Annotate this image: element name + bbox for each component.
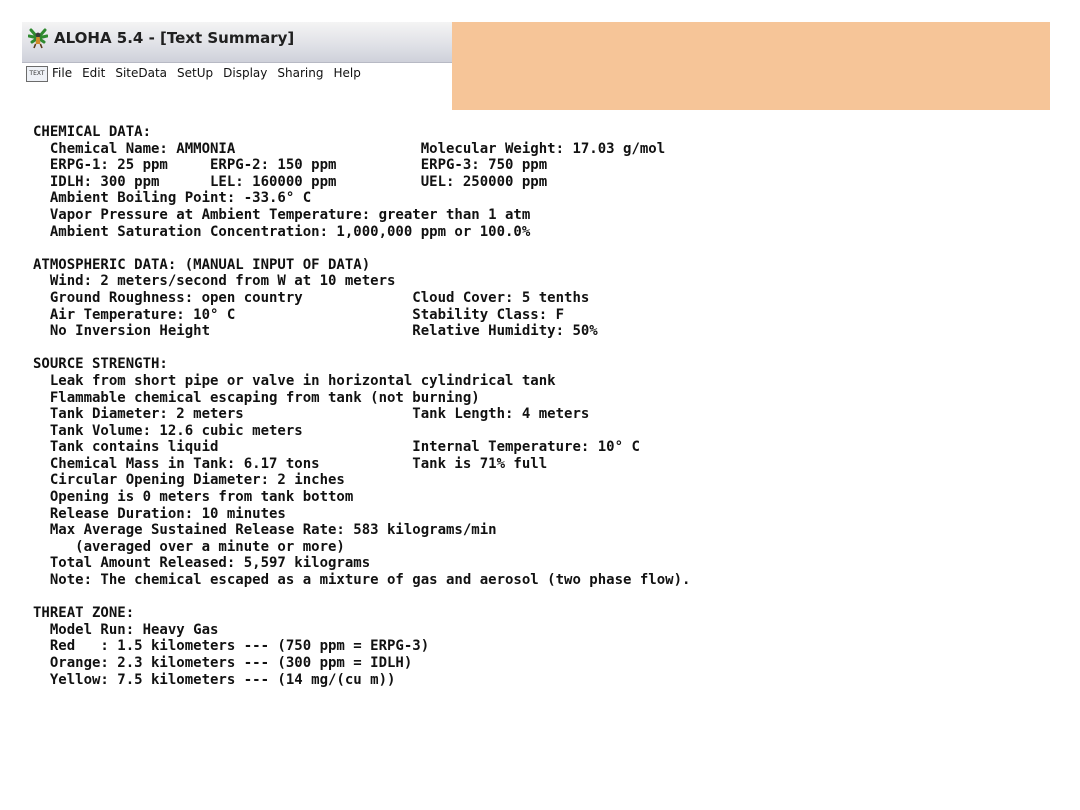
- report-line: Orange: 2.3 kilometers --- (300 ppm = IDLH): [33, 655, 413, 671]
- report-line: Ambient Boiling Point: -33.6° C: [33, 190, 312, 207]
- report-line: Release Duration: 10 minutes: [33, 505, 286, 522]
- report-line: IDLH: 300 ppm LEL: 160000 ppm UEL: 250000 ppm: [33, 173, 548, 190]
- report-line: Chemical Name: AMMONIA Molecular Weight: 17.03 g/mol: [33, 140, 666, 157]
- text-window-icon[interactable]: TEXT: [26, 66, 48, 82]
- report-line: No Inversion Height Relative Humidity: 50%: [33, 323, 598, 340]
- report-line: Max Average Sustained Release Rate: 583 kilograms/min: [33, 522, 497, 539]
- report-line: Leak from short pipe or valve in horizontal cylindrical tank: [33, 372, 556, 389]
- orange-overlay: [452, 22, 1050, 110]
- report-line: Flammable chemical escaping from tank (not burning): [33, 389, 480, 406]
- report-line: Tank Volume: 12.6 cubic meters: [33, 422, 303, 439]
- menu-bar: [22, 63, 452, 85]
- menu-item-help[interactable]: Help: [333, 66, 361, 80]
- report-line: SOURCE STRENGTH:: [33, 356, 168, 373]
- report-line: [33, 589, 690, 606]
- report-line: Vapor Pressure at Ambient Temperature: greater than 1 atm: [33, 206, 531, 223]
- menu-item-file[interactable]: File: [52, 66, 73, 80]
- report-line: ERPG-1: 25 ppm ERPG-2: 150 ppm ERPG-3: 750 ppm: [33, 157, 548, 174]
- menu-items: [52, 66, 361, 80]
- report-line: Red : 1.5 kilometers --- (750 ppm = ERPG-3): [33, 638, 430, 655]
- report-line: Ground Roughness: open country Cloud Cover: 5 tenths: [33, 289, 590, 306]
- report-line: (averaged over a minute or more): [33, 538, 345, 555]
- aloha-app-icon: [28, 27, 48, 49]
- title-bar: [22, 22, 452, 63]
- menu-item-sitedata[interactable]: SiteData: [115, 66, 168, 80]
- report-line: Air Temperature: 10° C Stability Class: F: [33, 306, 565, 323]
- report-line: Note: The chemical escaped as a mixture of gas and aerosol (two phase flow).: [33, 572, 691, 589]
- report-line: Circular Opening Diameter: 2 inches: [33, 472, 345, 489]
- report-line: Yellow: 7.5 kilometers --- (14 mg/(cu m)): [33, 671, 396, 688]
- report-line: THREAT ZONE:: [33, 605, 135, 622]
- text-summary-report: [33, 124, 690, 688]
- menu-item-setup[interactable]: SetUp: [177, 66, 214, 80]
- report-line: Chemical Mass in Tank: 6.17 tons Tank is 71% full: [33, 455, 548, 472]
- report-line: Ambient Saturation Concentration: 1,000,000 ppm or 100.0%: [33, 223, 531, 240]
- menu-item-edit[interactable]: Edit: [82, 66, 106, 80]
- report-line: Tank Diameter: 2 meters Tank Length: 4 meters: [33, 406, 590, 423]
- report-line: ATMOSPHERIC DATA: (MANUAL INPUT OF DATA): [33, 256, 371, 273]
- menu-item-sharing[interactable]: Sharing: [277, 66, 324, 80]
- report-line: CHEMICAL DATA:: [33, 124, 152, 140]
- report-line: Total Amount Released: 5,597 kilograms: [33, 555, 371, 572]
- menu-item-display[interactable]: Display: [223, 66, 268, 80]
- report-line: Tank contains liquid Internal Temperature: 10° C: [33, 439, 640, 456]
- report-line: Model Run: Heavy Gas: [33, 621, 219, 638]
- report-line: Opening is 0 meters from tank bottom: [33, 489, 354, 506]
- report-line: [33, 240, 690, 257]
- report-line: [33, 340, 690, 357]
- report-line: Wind: 2 meters/second from W at 10 meters: [33, 273, 396, 290]
- window-title: ALOHA 5.4 - [Text Summary]: [54, 29, 295, 47]
